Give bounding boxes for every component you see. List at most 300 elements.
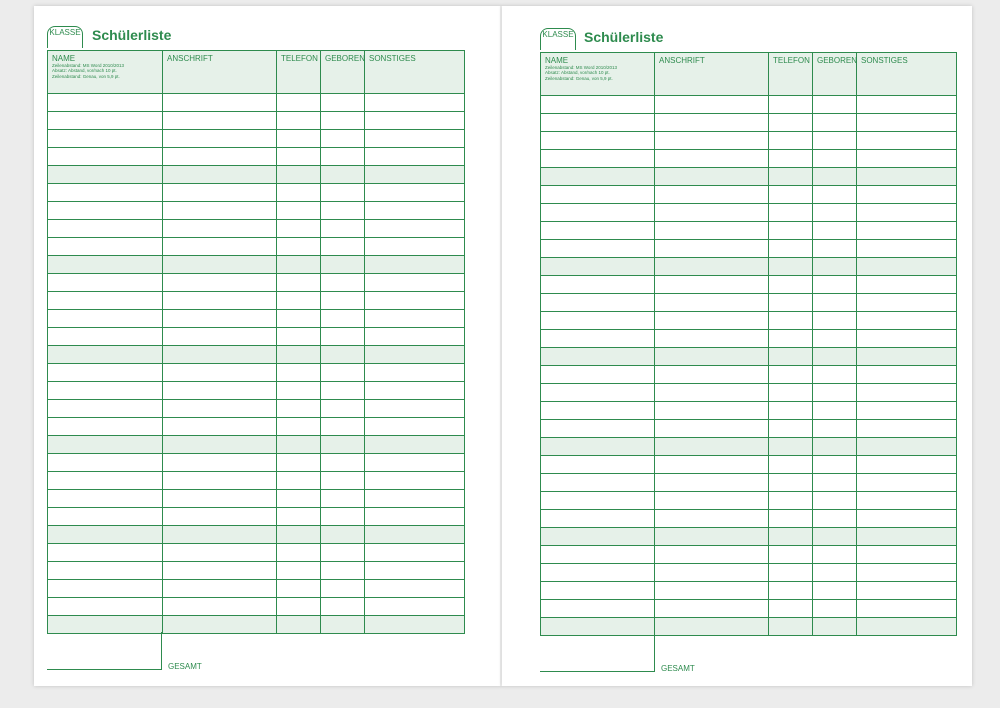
table-cell[interactable] <box>321 220 365 238</box>
table-cell[interactable] <box>321 508 365 526</box>
table-cell[interactable] <box>857 600 957 618</box>
table-cell[interactable] <box>163 472 277 490</box>
table-cell[interactable] <box>163 382 277 400</box>
table-cell[interactable] <box>277 526 321 544</box>
table-cell[interactable] <box>365 454 465 472</box>
table-cell[interactable] <box>365 148 465 166</box>
table-cell[interactable] <box>655 330 769 348</box>
table-cell[interactable] <box>857 456 957 474</box>
table-cell[interactable] <box>277 382 321 400</box>
table-cell[interactable] <box>813 528 857 546</box>
table-cell[interactable] <box>163 580 277 598</box>
table-cell[interactable] <box>769 186 813 204</box>
table-cell[interactable] <box>48 328 163 346</box>
table-cell[interactable] <box>321 490 365 508</box>
table-cell[interactable] <box>541 276 655 294</box>
table-cell[interactable] <box>48 274 163 292</box>
table-cell[interactable] <box>163 274 277 292</box>
table-cell[interactable] <box>857 402 957 420</box>
table-cell[interactable] <box>541 582 655 600</box>
table-cell[interactable] <box>813 492 857 510</box>
table-cell[interactable] <box>655 492 769 510</box>
table-cell[interactable] <box>857 204 957 222</box>
table-cell[interactable] <box>277 364 321 382</box>
table-cell[interactable] <box>163 562 277 580</box>
table-cell[interactable] <box>277 184 321 202</box>
table-cell[interactable] <box>769 402 813 420</box>
table-cell[interactable] <box>813 312 857 330</box>
table-cell[interactable] <box>541 474 655 492</box>
table-cell[interactable] <box>321 436 365 454</box>
table-cell[interactable] <box>321 166 365 184</box>
table-cell[interactable] <box>163 184 277 202</box>
table-cell[interactable] <box>541 258 655 276</box>
table-cell[interactable] <box>541 600 655 618</box>
table-cell[interactable] <box>277 472 321 490</box>
table-cell[interactable] <box>163 508 277 526</box>
table-cell[interactable] <box>48 310 163 328</box>
table-cell[interactable] <box>321 112 365 130</box>
table-cell[interactable] <box>769 384 813 402</box>
table-cell[interactable] <box>813 294 857 312</box>
table-cell[interactable] <box>277 166 321 184</box>
table-cell[interactable] <box>365 184 465 202</box>
table-cell[interactable] <box>365 328 465 346</box>
table-cell[interactable] <box>321 202 365 220</box>
table-cell[interactable] <box>163 112 277 130</box>
table-cell[interactable] <box>655 204 769 222</box>
table-cell[interactable] <box>321 616 365 634</box>
table-cell[interactable] <box>857 168 957 186</box>
table-cell[interactable] <box>277 238 321 256</box>
table-cell[interactable] <box>541 114 655 132</box>
table-cell[interactable] <box>813 420 857 438</box>
table-cell[interactable] <box>277 598 321 616</box>
table-cell[interactable] <box>813 276 857 294</box>
table-cell[interactable] <box>48 472 163 490</box>
table-cell[interactable] <box>277 562 321 580</box>
table-cell[interactable] <box>277 310 321 328</box>
table-cell[interactable] <box>48 580 163 598</box>
table-cell[interactable] <box>541 546 655 564</box>
table-cell[interactable] <box>655 546 769 564</box>
table-cell[interactable] <box>48 112 163 130</box>
table-cell[interactable] <box>857 222 957 240</box>
table-cell[interactable] <box>813 168 857 186</box>
table-cell[interactable] <box>163 130 277 148</box>
table-cell[interactable] <box>813 600 857 618</box>
table-cell[interactable] <box>277 544 321 562</box>
table-cell[interactable] <box>813 510 857 528</box>
table-cell[interactable] <box>541 168 655 186</box>
table-cell[interactable] <box>813 438 857 456</box>
table-cell[interactable] <box>541 456 655 474</box>
table-cell[interactable] <box>655 294 769 312</box>
table-cell[interactable] <box>541 294 655 312</box>
table-cell[interactable] <box>277 400 321 418</box>
table-cell[interactable] <box>541 528 655 546</box>
table-cell[interactable] <box>857 132 957 150</box>
table-cell[interactable] <box>541 150 655 168</box>
table-cell[interactable] <box>813 582 857 600</box>
table-cell[interactable] <box>857 528 957 546</box>
table-cell[interactable] <box>321 310 365 328</box>
table-cell[interactable] <box>655 150 769 168</box>
table-cell[interactable] <box>48 400 163 418</box>
table-cell[interactable] <box>769 474 813 492</box>
table-cell[interactable] <box>541 132 655 150</box>
table-cell[interactable] <box>365 562 465 580</box>
table-cell[interactable] <box>769 294 813 312</box>
table-cell[interactable] <box>277 94 321 112</box>
table-cell[interactable] <box>48 130 163 148</box>
table-cell[interactable] <box>655 168 769 186</box>
table-cell[interactable] <box>48 490 163 508</box>
table-cell[interactable] <box>163 454 277 472</box>
table-cell[interactable] <box>48 238 163 256</box>
table-cell[interactable] <box>541 312 655 330</box>
table-cell[interactable] <box>321 94 365 112</box>
table-cell[interactable] <box>365 310 465 328</box>
table-cell[interactable] <box>277 148 321 166</box>
table-cell[interactable] <box>321 526 365 544</box>
table-cell[interactable] <box>655 510 769 528</box>
table-cell[interactable] <box>655 528 769 546</box>
table-cell[interactable] <box>857 564 957 582</box>
table-cell[interactable] <box>48 364 163 382</box>
table-cell[interactable] <box>857 510 957 528</box>
table-cell[interactable] <box>769 132 813 150</box>
table-cell[interactable] <box>277 490 321 508</box>
table-cell[interactable] <box>541 96 655 114</box>
table-cell[interactable] <box>769 420 813 438</box>
table-cell[interactable] <box>48 508 163 526</box>
table-cell[interactable] <box>857 276 957 294</box>
table-cell[interactable] <box>277 256 321 274</box>
table-cell[interactable] <box>48 544 163 562</box>
table-cell[interactable] <box>857 312 957 330</box>
table-cell[interactable] <box>277 292 321 310</box>
table-cell[interactable] <box>655 240 769 258</box>
table-cell[interactable] <box>813 402 857 420</box>
table-cell[interactable] <box>857 492 957 510</box>
table-cell[interactable] <box>321 274 365 292</box>
table-cell[interactable] <box>163 256 277 274</box>
table-cell[interactable] <box>857 330 957 348</box>
table-cell[interactable] <box>48 526 163 544</box>
table-cell[interactable] <box>48 292 163 310</box>
table-cell[interactable] <box>655 222 769 240</box>
table-cell[interactable] <box>365 130 465 148</box>
table-cell[interactable] <box>541 366 655 384</box>
table-cell[interactable] <box>813 546 857 564</box>
table-cell[interactable] <box>365 436 465 454</box>
table-cell[interactable] <box>655 618 769 636</box>
table-cell[interactable] <box>277 436 321 454</box>
table-cell[interactable] <box>769 330 813 348</box>
table-cell[interactable] <box>163 238 277 256</box>
table-cell[interactable] <box>655 474 769 492</box>
table-cell[interactable] <box>769 348 813 366</box>
table-cell[interactable] <box>655 366 769 384</box>
table-cell[interactable] <box>857 474 957 492</box>
table-cell[interactable] <box>813 258 857 276</box>
table-cell[interactable] <box>857 258 957 276</box>
table-cell[interactable] <box>541 240 655 258</box>
table-cell[interactable] <box>769 204 813 222</box>
table-cell[interactable] <box>655 312 769 330</box>
table-cell[interactable] <box>857 114 957 132</box>
table-cell[interactable] <box>541 348 655 366</box>
table-cell[interactable] <box>163 526 277 544</box>
table-cell[interactable] <box>857 96 957 114</box>
table-cell[interactable] <box>813 222 857 240</box>
table-cell[interactable] <box>365 256 465 274</box>
table-cell[interactable] <box>857 618 957 636</box>
table-cell[interactable] <box>365 292 465 310</box>
table-cell[interactable] <box>48 382 163 400</box>
table-cell[interactable] <box>365 274 465 292</box>
table-cell[interactable] <box>163 220 277 238</box>
table-cell[interactable] <box>655 456 769 474</box>
table-cell[interactable] <box>163 364 277 382</box>
table-cell[interactable] <box>541 492 655 510</box>
table-cell[interactable] <box>163 544 277 562</box>
table-cell[interactable] <box>655 438 769 456</box>
table-cell[interactable] <box>655 564 769 582</box>
table-cell[interactable] <box>321 598 365 616</box>
table-cell[interactable] <box>857 150 957 168</box>
table-cell[interactable] <box>163 328 277 346</box>
table-cell[interactable] <box>541 420 655 438</box>
table-cell[interactable] <box>769 600 813 618</box>
table-cell[interactable] <box>655 96 769 114</box>
table-cell[interactable] <box>163 616 277 634</box>
table-cell[interactable] <box>769 582 813 600</box>
table-cell[interactable] <box>48 256 163 274</box>
table-cell[interactable] <box>163 94 277 112</box>
table-cell[interactable] <box>277 346 321 364</box>
table-cell[interactable] <box>655 276 769 294</box>
table-cell[interactable] <box>163 436 277 454</box>
table-cell[interactable] <box>321 148 365 166</box>
table-cell[interactable] <box>541 564 655 582</box>
table-cell[interactable] <box>541 222 655 240</box>
table-cell[interactable] <box>365 598 465 616</box>
table-cell[interactable] <box>321 382 365 400</box>
table-cell[interactable] <box>365 400 465 418</box>
table-cell[interactable] <box>163 490 277 508</box>
table-cell[interactable] <box>321 346 365 364</box>
table-cell[interactable] <box>277 202 321 220</box>
table-cell[interactable] <box>163 310 277 328</box>
table-cell[interactable] <box>163 148 277 166</box>
table-cell[interactable] <box>48 94 163 112</box>
table-cell[interactable] <box>277 616 321 634</box>
table-cell[interactable] <box>857 582 957 600</box>
table-cell[interactable] <box>277 274 321 292</box>
table-cell[interactable] <box>813 186 857 204</box>
table-cell[interactable] <box>541 438 655 456</box>
table-cell[interactable] <box>857 420 957 438</box>
table-cell[interactable] <box>655 186 769 204</box>
table-cell[interactable] <box>769 564 813 582</box>
table-cell[interactable] <box>321 454 365 472</box>
table-cell[interactable] <box>321 418 365 436</box>
table-cell[interactable] <box>48 418 163 436</box>
table-cell[interactable] <box>541 510 655 528</box>
table-cell[interactable] <box>541 384 655 402</box>
table-cell[interactable] <box>813 384 857 402</box>
table-cell[interactable] <box>365 580 465 598</box>
table-cell[interactable] <box>365 346 465 364</box>
table-cell[interactable] <box>857 546 957 564</box>
table-cell[interactable] <box>277 328 321 346</box>
table-cell[interactable] <box>365 238 465 256</box>
table-cell[interactable] <box>365 166 465 184</box>
table-cell[interactable] <box>321 256 365 274</box>
table-cell[interactable] <box>48 202 163 220</box>
table-cell[interactable] <box>365 364 465 382</box>
table-cell[interactable] <box>655 402 769 420</box>
table-cell[interactable] <box>655 258 769 276</box>
table-cell[interactable] <box>277 580 321 598</box>
table-cell[interactable] <box>321 238 365 256</box>
table-cell[interactable] <box>813 150 857 168</box>
table-cell[interactable] <box>857 294 957 312</box>
table-cell[interactable] <box>769 618 813 636</box>
table-cell[interactable] <box>277 130 321 148</box>
table-cell[interactable] <box>321 364 365 382</box>
table-cell[interactable] <box>321 328 365 346</box>
table-cell[interactable] <box>769 528 813 546</box>
table-cell[interactable] <box>813 366 857 384</box>
table-cell[interactable] <box>769 456 813 474</box>
table-cell[interactable] <box>857 438 957 456</box>
table-cell[interactable] <box>365 526 465 544</box>
table-cell[interactable] <box>163 202 277 220</box>
table-cell[interactable] <box>813 474 857 492</box>
table-cell[interactable] <box>769 276 813 294</box>
table-cell[interactable] <box>277 112 321 130</box>
table-cell[interactable] <box>277 220 321 238</box>
table-cell[interactable] <box>163 166 277 184</box>
table-cell[interactable] <box>655 132 769 150</box>
table-cell[interactable] <box>48 166 163 184</box>
table-cell[interactable] <box>321 580 365 598</box>
table-cell[interactable] <box>48 616 163 634</box>
table-cell[interactable] <box>813 132 857 150</box>
table-cell[interactable] <box>541 330 655 348</box>
table-cell[interactable] <box>813 564 857 582</box>
table-cell[interactable] <box>769 240 813 258</box>
table-cell[interactable] <box>655 600 769 618</box>
table-cell[interactable] <box>769 114 813 132</box>
table-cell[interactable] <box>365 94 465 112</box>
table-cell[interactable] <box>163 292 277 310</box>
table-cell[interactable] <box>769 312 813 330</box>
table-cell[interactable] <box>48 220 163 238</box>
table-cell[interactable] <box>541 402 655 420</box>
table-cell[interactable] <box>857 186 957 204</box>
table-cell[interactable] <box>813 330 857 348</box>
table-cell[interactable] <box>48 436 163 454</box>
table-cell[interactable] <box>655 582 769 600</box>
table-cell[interactable] <box>769 222 813 240</box>
table-cell[interactable] <box>857 366 957 384</box>
table-cell[interactable] <box>365 508 465 526</box>
table-cell[interactable] <box>365 418 465 436</box>
table-cell[interactable] <box>365 544 465 562</box>
table-cell[interactable] <box>48 598 163 616</box>
table-cell[interactable] <box>48 562 163 580</box>
table-cell[interactable] <box>769 366 813 384</box>
table-cell[interactable] <box>769 96 813 114</box>
table-cell[interactable] <box>769 510 813 528</box>
table-cell[interactable] <box>365 202 465 220</box>
table-cell[interactable] <box>857 240 957 258</box>
table-cell[interactable] <box>655 114 769 132</box>
table-cell[interactable] <box>321 544 365 562</box>
table-cell[interactable] <box>813 96 857 114</box>
table-cell[interactable] <box>541 204 655 222</box>
table-cell[interactable] <box>541 186 655 204</box>
table-cell[interactable] <box>365 220 465 238</box>
table-cell[interactable] <box>769 438 813 456</box>
table-cell[interactable] <box>277 418 321 436</box>
table-cell[interactable] <box>857 348 957 366</box>
table-cell[interactable] <box>48 184 163 202</box>
table-cell[interactable] <box>655 384 769 402</box>
table-cell[interactable] <box>365 112 465 130</box>
table-cell[interactable] <box>365 472 465 490</box>
table-cell[interactable] <box>813 618 857 636</box>
table-cell[interactable] <box>163 598 277 616</box>
table-cell[interactable] <box>163 400 277 418</box>
table-cell[interactable] <box>769 258 813 276</box>
table-cell[interactable] <box>769 168 813 186</box>
table-cell[interactable] <box>277 508 321 526</box>
table-cell[interactable] <box>163 346 277 364</box>
table-cell[interactable] <box>321 130 365 148</box>
table-cell[interactable] <box>365 616 465 634</box>
table-cell[interactable] <box>541 618 655 636</box>
table-cell[interactable] <box>655 348 769 366</box>
table-cell[interactable] <box>769 150 813 168</box>
table-cell[interactable] <box>857 384 957 402</box>
table-cell[interactable] <box>48 346 163 364</box>
table-cell[interactable] <box>321 184 365 202</box>
table-cell[interactable] <box>813 114 857 132</box>
table-cell[interactable] <box>48 454 163 472</box>
table-cell[interactable] <box>813 204 857 222</box>
table-cell[interactable] <box>365 490 465 508</box>
table-cell[interactable] <box>321 400 365 418</box>
table-cell[interactable] <box>321 292 365 310</box>
table-cell[interactable] <box>321 472 365 490</box>
table-cell[interactable] <box>813 240 857 258</box>
table-cell[interactable] <box>321 562 365 580</box>
table-cell[interactable] <box>813 348 857 366</box>
table-cell[interactable] <box>769 546 813 564</box>
table-cell[interactable] <box>277 454 321 472</box>
table-cell[interactable] <box>48 148 163 166</box>
table-cell[interactable] <box>365 382 465 400</box>
table-cell[interactable] <box>655 420 769 438</box>
table-cell[interactable] <box>813 456 857 474</box>
table-cell[interactable] <box>769 492 813 510</box>
table-cell[interactable] <box>163 418 277 436</box>
